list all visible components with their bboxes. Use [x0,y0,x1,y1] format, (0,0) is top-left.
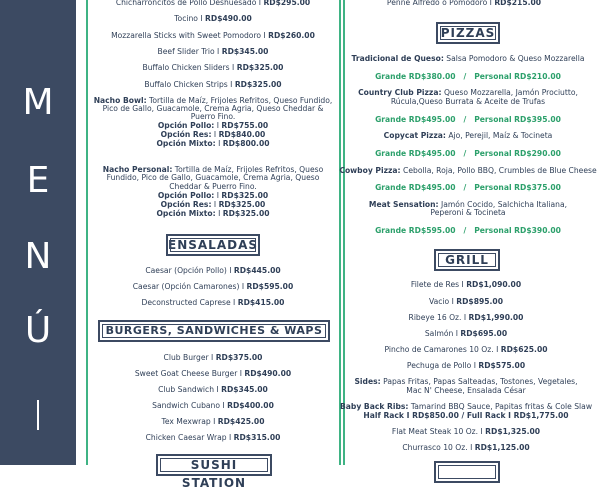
pizza-prices: Grande RD$495.00 / Personal RD$395.00 [375,115,561,124]
menu-item: Caesar (Opción Camarones) I RD$595.00 [132,282,294,291]
nacho-bowl-desc: Puerro Fino. [190,112,236,121]
nacho-personal-desc: Cheddar & Puerro Fino. [169,182,257,191]
menu-item: Chicharroncitos de Pollo Deshuesado I RD$295.00 [115,0,311,7]
menu-item: Ribeye 16 Oz. I RD$1,990.00 [408,313,524,322]
menu-item: Sandwich Cubano I RD$400.00 [152,401,274,410]
pizza-desc: Meat Sensation: Jamón Cocido, Salchicha Italiana, [368,200,568,209]
nacho-personal-option: Opción Mixto: I RD$325.00 [156,209,270,218]
menu-item: Beef Slider Trio I RD$345.00 [157,47,269,56]
menu-item: Club Sandwich I RD$345.00 [158,385,268,394]
section-sushi: SUSHI STATION [156,454,272,476]
pizza-desc: Peperoni & Tocineta [430,208,506,217]
nacho-personal-desc: Nacho Personal: Tortilla de Maíz, Frijoles Refritos, Queso [102,165,324,174]
menu-item: Flat Meat Steak 10 Oz. I RD$1,325.00 [391,427,541,436]
section-ensaladas: ENSALADAS [166,234,260,256]
pizza-desc: Rúcula,Queso Burrata & Aceite de Trufas [390,97,546,106]
menu-item: Buffalo Chicken Sliders I RD$325.00 [142,63,284,72]
pizza-prices: Grande RD$595.00 / Personal RD$390.00 [375,226,561,235]
section-grill: GRILL [434,249,500,271]
pizza-prices: Grande RD$380.00 / Personal RD$210.00 [375,72,561,81]
menu-item: Tex Mexwrap I RD$425.00 [161,417,265,426]
nacho-bowl-option: Opción Res: I RD$840.00 [160,130,266,139]
pizza-desc: Cowboy Pizza: Cebolla, Roja, Pollo BBQ, Crumbles de Blue Cheese [339,166,597,175]
menu-item: Salmón I RD$695.00 [424,329,508,338]
nacho-personal-option: Opción Res: I RD$325.00 [160,200,266,209]
nacho-bowl-desc: Pico de Gallo, Guacamole, Crema Agria, Queso Cheddar & [102,104,324,113]
menu-item: Deconstructed Caprese I RD$415.00 [141,298,285,307]
menu-item: Pechuga de Pollo I RD$575.00 [406,361,526,370]
section-pizzas: PIZZAS [436,22,500,44]
nacho-personal-desc: Fundido, Pico de Gallo, Guacamole, Crema Agria, Queso [106,173,320,182]
nacho-personal-option: Opción Pollo: I RD$325.00 [157,191,269,200]
menu-item: Caesar (Opción Pollo) I RD$445.00 [145,266,281,275]
sidebar-letter-e: E [26,160,50,201]
nacho-bowl-desc: Nacho Bowl: Tortilla de Maíz, Frijoles Refritos, Queso Fundido, [93,96,333,105]
menu-item: Chicken Caesar Wrap I RD$315.00 [145,433,281,442]
sidebar-letter-n: N [24,236,52,277]
section-burgers: BURGERS, SANDWICHES & WAPS [98,320,330,342]
menu-item: Vacio I RD$895.00 [428,297,504,306]
menu-item: Mozzarella Sticks with Sweet Pomodoro I RD$260.00 [111,31,315,40]
menu-item: Filete de Res I RD$1,090.00 [410,280,522,289]
section-next [434,461,500,483]
menu-item: Tocino I RD$490.00 [174,14,252,23]
sidebar-letter-m: M [22,82,54,123]
pizza-prices: Grande RD$495.00 / Personal RD$290.00 [375,149,561,158]
sidebar-letter-u: Ú [24,310,52,351]
menu-item: Churrasco 10 Oz. I RD$1,125.00 [402,443,530,452]
menu-item: Buffalo Chicken Strips I RD$325.00 [144,80,282,89]
ribs-desc: Baby Back Ribs: Tamarind BBQ Sauce, Papitas fritas & Cole Slaw [339,402,593,411]
sides-desc: Mac N' Cheese, Ensalada César [406,386,526,395]
nacho-bowl-option: Opción Mixto: I RD$800.00 [156,139,270,148]
ribs-prices: Half Rack I RD$850.00 / Full Rack I RD$1,775.00 [363,411,569,420]
pizza-desc: Tradicional de Queso: Salsa Pomodoro & Queso Mozzarella [351,54,585,63]
sides-desc: Sides: Papas Fritas, Papas Salteadas, Tostones, Vegetales, [354,377,578,386]
menu-item: Sweet Goat Cheese Burger I RD$490.00 [134,369,292,378]
pizza-desc: Copycat Pizza: Ajo, Perejil, Maíz & Tocineta [383,131,553,140]
pizza-desc: Country Club Pizza: Queso Mozzarella, Jamón Prociutto, [358,88,578,97]
menu-item: Pincho de Camarones 10 Oz. I RD$625.00 [384,345,548,354]
menu-item: Club Burger I RD$375.00 [163,353,263,362]
menu-item: Penne Alfredo ó Pomodoro I RD$215.00 [386,0,542,7]
nacho-bowl-option: Opción Pollo: I RD$755.00 [157,121,269,130]
pizza-prices: Grande RD$495.00 / Personal RD$375.00 [375,183,561,192]
